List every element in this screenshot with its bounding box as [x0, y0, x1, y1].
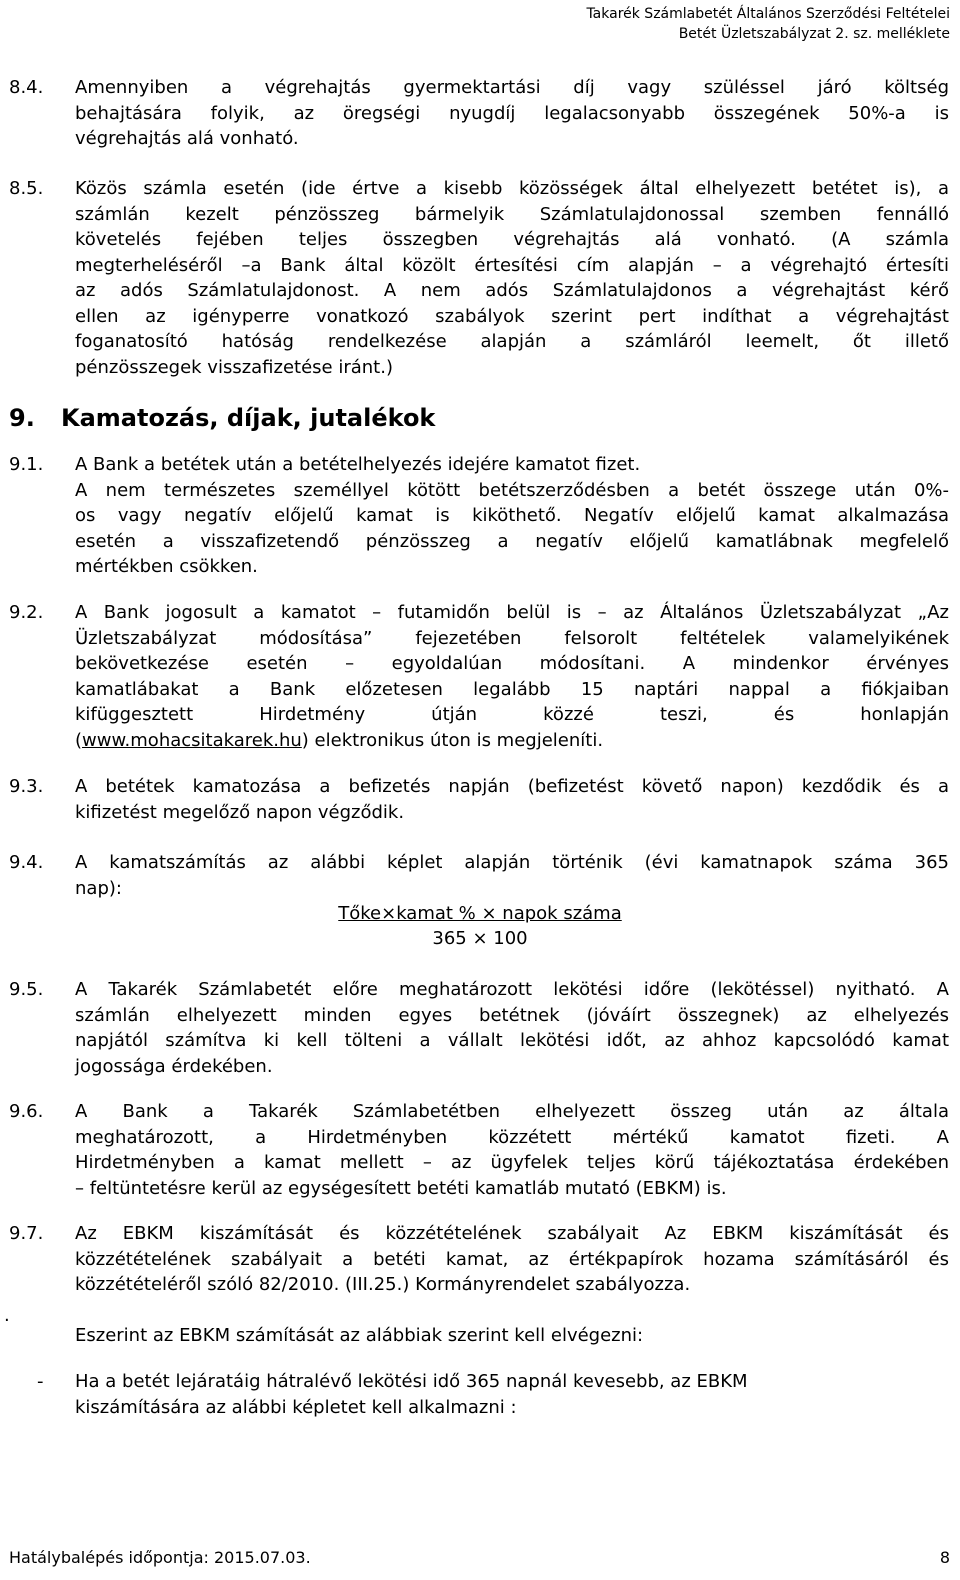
text-line: számlán kezelt pénzösszeg bármelyik Számlatulajdonossal szemben fennálló — [75, 203, 949, 225]
paragraph-text — [75, 600, 949, 753]
text-line: Eszerint az EBKM számítását az alábbiak szerint kell elvégezni: — [75, 1325, 644, 1346]
text-line: A Bank a betétek után a betételhelyezés idejére kamatot fizet. — [75, 454, 641, 475]
header-title: Takarék Számlabetét Általános Szerződési Feltételei — [586, 6, 950, 22]
text-line: kifizetést megelőző napon végződik. — [75, 801, 405, 823]
text-line — [75, 728, 949, 754]
section-title: Kamatozás, díjak, jutalékok — [61, 404, 436, 432]
text-line: Ha a betét lejáratáig hátralévő lekötési idő 365 napnál kevesebb, az EBKM — [75, 1371, 748, 1392]
paragraph-text — [75, 774, 949, 825]
paragraph-number: 8.4. — [9, 77, 44, 98]
text-line: A nem természetes személlyel kötött betétszerződésben a betét összege után 0%- — [75, 479, 949, 501]
paragraph-text — [75, 452, 949, 580]
formula-denominator — [0, 926, 960, 952]
list-dash: - — [37, 1371, 44, 1392]
section-heading — [9, 403, 435, 433]
paragraph-text — [75, 75, 949, 152]
text-line: Hirdetményben a kamat mellett – az ügyfelek teljes körű tájékoztatása érdekében — [75, 1152, 949, 1173]
text-line: A Bank a Takarék Számlabetétben elhelyezett összeg után az általa — [75, 1101, 949, 1122]
header-subtitle: Betét Üzletszabályzat 2. sz. melléklete — [678, 26, 950, 42]
text-line: A Takarék Számlabetét előre meghatározott lekötési időre (lekötéssel) nyitható. A — [75, 979, 949, 1000]
text-line: Amennyiben a végrehajtás gyermektartási díj vagy szüléssel járó költség — [75, 77, 949, 98]
page-footer — [9, 1548, 950, 1568]
paren-open: ( — [75, 729, 83, 751]
text-line: A betétek kamatozása a befizetés napján (befizetést követő napon) kezdődik és a — [75, 776, 949, 797]
paragraph-text — [75, 1323, 949, 1349]
paragraph-number: 9.7. — [9, 1223, 44, 1244]
paragraph-number: 9.3. — [9, 776, 44, 797]
text-line: pénzösszegek visszafizetése iránt.) — [75, 356, 393, 378]
paragraph-text — [75, 176, 949, 380]
paragraph-text — [75, 1099, 949, 1201]
paragraph-text — [75, 977, 949, 1079]
formula-denominator-text: 365 × 100 — [432, 928, 528, 949]
formula-numerator-text: Tőke×kamat % × napok száma — [338, 903, 622, 924]
text-line: ellen az igényperre vonatkozó szabályok szerint pert indíthat a végrehajtást — [75, 305, 949, 327]
section-number: 9. — [9, 404, 35, 432]
text-line: Az EBKM kiszámítását és közzétételének szabályait Az EBKM kiszámítását és — [75, 1223, 949, 1244]
text-line: napjától számítva ki kell tölteni a vállalt lekötési időt, az ahhoz kapcsolódó kamat — [75, 1030, 949, 1051]
formula-numerator — [0, 901, 960, 927]
text-line: követelés fejében teljes összegben végrehajtás alá vonható. (A számla — [75, 229, 949, 250]
paragraph-number: . — [4, 1305, 10, 1326]
line-tail: ) elektronikus úton is megjeleníti. — [301, 729, 604, 751]
website-link[interactable]: www.mohacsitakarek.hu — [82, 729, 302, 751]
text-line: jogossága érdekében. — [75, 1055, 273, 1077]
paragraph-text — [75, 1221, 949, 1298]
text-line: os vagy negatív előjelű kamat is kiköthető. Negatív előjelű kamat alkalmazása — [75, 505, 949, 526]
text-line: nap): — [75, 877, 122, 899]
text-line: A Bank jogosult a kamatot – futamidőn belül is – az Általános Üzletszabályzat „Az — [75, 602, 949, 623]
text-line: közzétételéről szóló 82/2010. (III.25.) Kormányrendelet szabályozza. — [75, 1274, 691, 1295]
text-line: számlán elhelyezett minden egyes betétnek (jóváírt összegnek) az elhelyezés — [75, 1004, 949, 1026]
page-header — [586, 4, 950, 44]
page-number: 8 — [939, 1548, 950, 1567]
text-line: bekövetkezése esetén – egyoldalúan módosítani. A mindenkor érvényes — [75, 653, 949, 674]
text-line: behajtására folyik, az öregségi nyugdíj legalacsonyabb összegének 50%-a is — [75, 102, 949, 124]
text-line: kiszámítására az alábbi képletet kell alkalmazni : — [75, 1396, 517, 1418]
text-line: megterheléséről –a Bank által közölt értesítési cím alapján – a végrehajtó értesíti — [75, 254, 949, 276]
effective-date: Hatálybalépés időpontja: 2015.07.03. — [9, 1548, 311, 1567]
text-line: – feltüntetésre kerül az egységesített betéti kamatláb mutató (EBKM) is. — [75, 1177, 727, 1199]
paragraph-number: 9.4. — [9, 852, 44, 873]
text-line: A kamatszámítás az alábbi képlet alapján történik (évi kamatnapok száma 365 — [75, 852, 949, 873]
paragraph-text — [75, 850, 949, 901]
text-line: esetén a visszafizetendő pénzösszeg a negatív előjelű kamatlábnak megfelelő — [75, 530, 949, 552]
paragraph-number: 9.6. — [9, 1101, 44, 1122]
text-line: kamatlábakat a Bank előzetesen legalább 15 naptári nappal a fiókjaiban — [75, 678, 949, 700]
text-line: meghatározott, a Hirdetményben közzétett mértékű kamatot fizeti. A — [75, 1126, 949, 1148]
text-line: foganatosító hatóság rendelkezése alapján a számláról leemelt, őt illető — [75, 331, 949, 352]
paragraph-number: 9.1. — [9, 454, 44, 475]
text-line: közzétételének szabályait a betéti kamat, az értékpapírok hozama számításáról és — [75, 1248, 949, 1270]
paragraph-number: 9.2. — [9, 602, 44, 623]
text-line: kifüggesztett Hirdetmény útján közzé teszi, és honlapján — [75, 704, 949, 725]
paragraph-number: 9.5. — [9, 979, 44, 1000]
text-line: mértékben csökken. — [75, 556, 258, 577]
paragraph-number: 8.5. — [9, 178, 44, 199]
text-line: Üzletszabályzat módosítása” fejezetében felsorolt feltételek valamelyikének — [75, 627, 949, 649]
paragraph-text — [75, 1369, 949, 1420]
text-line: végrehajtás alá vonható. — [75, 128, 299, 149]
text-line: Közös számla esetén (ide értve a kisebb közösségek által elhelyezett betétet is), a — [75, 178, 949, 199]
text-line: az adós Számlatulajdonost. A nem adós Számlatulajdonos a végrehajtást kérő — [75, 280, 949, 301]
